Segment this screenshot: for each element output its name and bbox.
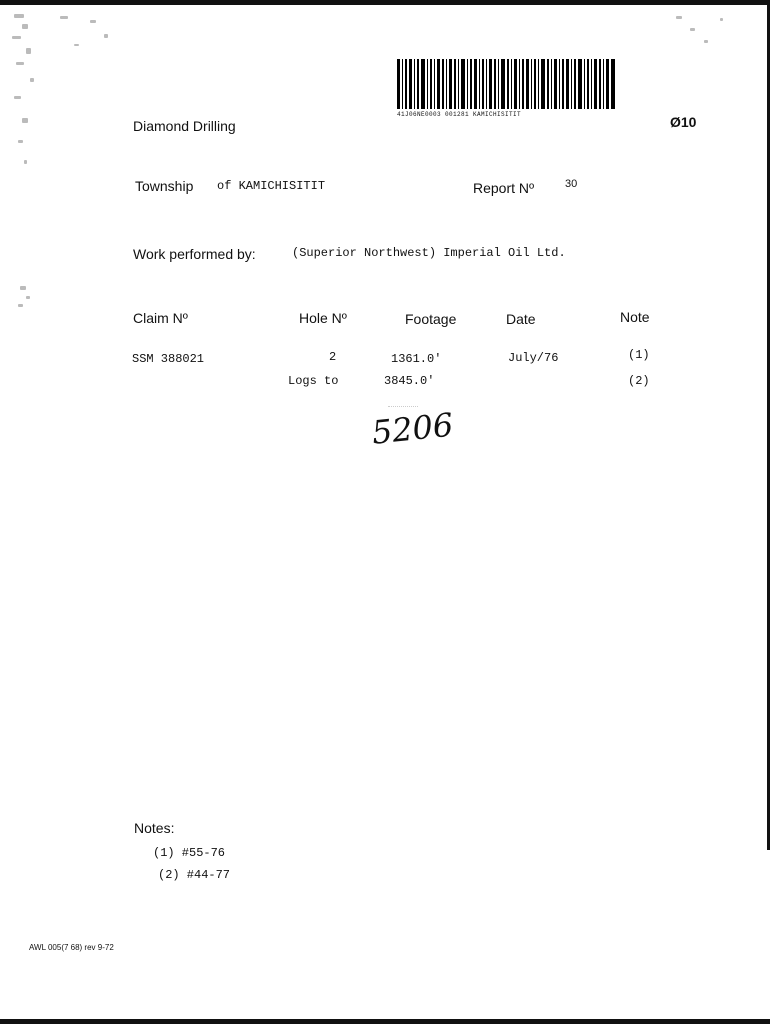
column-header-date: Date xyxy=(506,311,536,327)
barcode-caption: 41J06NE0003 001281 KAMICHISITIT xyxy=(397,111,522,118)
row-1-hole: 2 xyxy=(329,350,337,364)
column-header-hole: Hole Nº xyxy=(299,310,347,326)
township-value: of KAMICHISITIT xyxy=(217,179,326,193)
row-1-footage: 1361.0' xyxy=(391,352,442,366)
scan-border-bottom xyxy=(0,1019,770,1024)
faint-mark xyxy=(388,398,418,407)
note-1: (1) #55-76 xyxy=(153,846,226,860)
document-title: Diamond Drilling xyxy=(133,118,236,134)
form-id: AWL 005(7 68) rev 9-72 xyxy=(29,943,114,952)
barcode xyxy=(397,59,615,109)
document-code: Ø10 xyxy=(670,114,697,130)
column-header-footage: Footage xyxy=(405,311,457,327)
row-1-claim: SSM 388021 xyxy=(132,352,205,366)
row-2-footage: 3845.0' xyxy=(384,374,435,388)
notes-label: Notes: xyxy=(134,820,175,836)
work-performed-value: (Superior Northwest) Imperial Oil Ltd. xyxy=(292,246,566,260)
row-2-note: (2) xyxy=(628,374,650,388)
row-1-date: July/76 xyxy=(508,351,559,365)
handwritten-number: 5206 xyxy=(370,405,455,452)
work-performed-label: Work performed by: xyxy=(133,246,256,262)
column-header-note: Note xyxy=(620,309,650,325)
report-label: Report Nº xyxy=(473,180,535,196)
note-2: (2) #44-77 xyxy=(158,868,231,882)
row-2-hole: Logs to xyxy=(288,374,339,388)
column-header-claim: Claim Nº xyxy=(133,310,188,326)
row-1-note: (1) xyxy=(628,348,650,362)
scan-border-top xyxy=(0,0,770,5)
report-number: 30 xyxy=(565,178,578,190)
township-label: Township xyxy=(135,178,194,194)
